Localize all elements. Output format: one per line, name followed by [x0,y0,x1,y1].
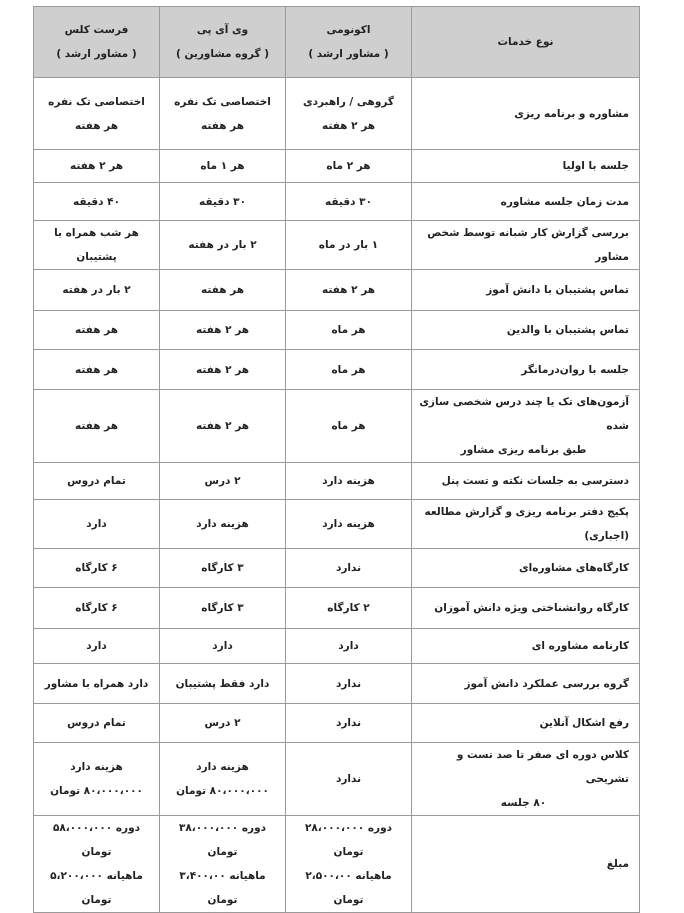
cell-first-class [34,150,160,183]
cell-first-class [34,743,160,816]
service-label-line: کارگاه روانشناختی ویژه دانش آموزان [434,602,629,614]
cell-value: ۶ کارگاه [75,562,118,574]
cell-economy [286,350,412,390]
cell-value: ۱ بار در ماه [318,239,379,251]
table-row [34,704,640,743]
header-plan-economy [286,7,412,78]
service-label [412,221,640,270]
cell-value: هر ۲ ماه [326,160,371,172]
service-label [412,350,640,390]
service-label-line: جلسه با اولیا [562,160,629,172]
service-label-line: گروه بررسی عملکرد دانش آموز [464,677,629,690]
plan-subtitle: ( گروه مشاورین ) [175,48,270,60]
cell-value: هر هفته [75,324,118,336]
table-row [34,270,640,311]
cell-value: دوره ۳۸،۰۰۰،۰۰۰ تومان [178,822,267,858]
cell-value: هزینه دارد [322,518,375,530]
cell-first-class [34,629,160,664]
cell-value: دارد همراه با مشاور [44,677,149,690]
table-row [34,183,640,221]
cell-value: ندارد [335,773,362,785]
cell-value: هر ماه [331,363,366,376]
cell-first-class [34,270,160,311]
cell-value: هر ۱ ماه [200,160,245,172]
cell-value: ماهیانه ۲،۵۰۰،۰۰ تومان [305,870,392,906]
cell-economy [286,500,412,549]
cell-value: هر ۲ هفته [195,363,250,376]
cell-value: ۲ بار در هفته [188,239,257,251]
cell-first-class [34,704,160,743]
service-label [412,549,640,588]
cell-vip [160,500,286,549]
cell-first-class [34,390,160,463]
header-plan-vip [160,7,286,78]
cell-value: هزینه دارد [196,518,249,530]
cell-vip [160,78,286,150]
cell-vip [160,743,286,816]
table-row [34,221,640,270]
cell-value: دارد [338,640,359,652]
service-label [412,311,640,350]
service-label [412,463,640,500]
cell-value: هر ۲ هفته [195,420,250,432]
plan-name: فرست کلس [64,24,129,36]
cell-economy [286,270,412,311]
service-label [412,183,640,221]
cell-vip [160,350,286,390]
cell-value: تمام دروس [67,475,126,487]
service-label-line: تماس پشتیبان با والدین [506,324,629,336]
cell-value: هر ۲ هفته [321,284,376,296]
cell-value: تمام دروس [67,717,126,729]
table-row [34,743,640,816]
service-label [412,270,640,311]
cell-value: ۲ بار در هفته [62,284,131,296]
cell-value: ماهیانه ۳،۴۰۰،۰۰ تومان [179,870,266,906]
service-label [412,500,640,549]
table-row [34,588,640,629]
cell-value: دوره ۲۸،۰۰۰،۰۰۰ تومان [304,822,393,858]
cell-value: ۲ درس [204,717,241,729]
plan-subtitle: ( مشاور ارشد ) [56,48,137,60]
cell-value: دارد [212,640,233,652]
cell-value: هر هفته [75,420,118,432]
cell-value: ۳ کارگاه [201,602,244,614]
cell-first-class [34,816,160,913]
service-label [412,664,640,704]
service-label-line: جلسه با روان‌درمانگر [521,363,629,376]
service-label-line: دسترسی به جلسات نکته و تست پنل [441,475,629,487]
table-body [34,78,640,913]
cell-first-class [34,588,160,629]
cell-value: ۳۰ دقیقه [325,195,372,208]
service-label-line: پکیج دفتر برنامه ریزی و گزارش مطالعه (اجباری) [424,506,629,542]
cell-economy [286,221,412,270]
cell-first-class [34,183,160,221]
cell-value: هر ماه [331,324,366,336]
cell-value: دوره ۵۸،۰۰۰،۰۰۰ تومان [52,822,141,858]
cell-value: هر ماه [331,420,366,432]
cell-economy [286,463,412,500]
cell-vip [160,390,286,463]
cell-economy [286,743,412,816]
cell-value: دارد فقط پشتیبان [175,677,270,690]
cell-vip [160,704,286,743]
cell-value: هر ۲ هفته [69,160,124,172]
cell-first-class [34,221,160,270]
cell-value: هر هفته [75,363,118,376]
service-label-line: مدت زمان جلسه مشاوره [500,195,629,208]
cell-value: ۳۰ دقیقه [199,195,246,208]
cell-economy [286,629,412,664]
service-label-line: آزمون‌های تک یا چند درس شخصی سازی شده [419,396,629,432]
cell-economy [286,588,412,629]
cell-vip [160,588,286,629]
service-label-line: مبلغ [606,858,629,870]
service-label-line: مشاوره و برنامه ریزی [514,107,629,120]
service-label [412,743,640,816]
service-label [412,150,640,183]
cell-value: ۳ کارگاه [201,562,244,574]
cell-vip [160,816,286,913]
service-label [412,588,640,629]
cell-value: هر هفته [201,284,244,296]
cell-value: هر هفته [201,119,244,132]
cell-economy [286,390,412,463]
service-label [412,78,640,150]
header-row [34,7,640,78]
cell-first-class [34,350,160,390]
cell-value: اختصاصی تک نفره [174,95,271,108]
cell-economy [286,549,412,588]
plan-name: وی آی پی [196,24,249,36]
service-label [412,704,640,743]
table-row [34,390,640,463]
service-label-line: طبق برنامه ریزی مشاور [460,444,587,456]
service-label-line: رفع اشکال آنلاین [539,717,629,729]
cell-vip [160,664,286,704]
cell-value: ماهیانه ۵،۲۰۰،۰۰۰ تومان [50,870,143,906]
services-table [33,6,640,913]
table-row [34,150,640,183]
plan-subtitle: ( مشاور ارشد ) [308,48,389,60]
cell-economy [286,704,412,743]
cell-value: دارد [86,518,107,530]
cell-vip [160,549,286,588]
cell-value: ۸۰،۰۰۰،۰۰۰ تومان [176,785,269,797]
cell-vip [160,150,286,183]
cell-value: هزینه دارد [196,761,249,773]
cell-value: هر شب همراه با پشتیبان [54,227,139,263]
cell-value: ندارد [335,562,362,574]
table-row [34,500,640,549]
table-row [34,549,640,588]
service-label-line: کلاس دوره ای صفر تا صد تست و تشریحی [456,749,629,785]
cell-economy [286,664,412,704]
cell-value: دارد [86,640,107,652]
cell-economy [286,311,412,350]
cell-value: ۴۰ دقیقه [73,195,120,208]
service-label-line: کارنامه مشاوره ای [531,640,629,652]
cell-value: ندارد [335,677,362,690]
cell-economy [286,78,412,150]
cell-vip [160,183,286,221]
cell-value: هزینه دارد [70,761,123,773]
service-label-line: ۸۰ جلسه [500,797,547,809]
cell-vip [160,221,286,270]
cell-vip [160,270,286,311]
table-row [34,463,640,500]
service-label-line: تماس پشتیبان با دانش آموز [486,284,629,296]
cell-value: گروهی / راهبردی [303,95,394,108]
service-label-line: کارگاه‌های مشاوره‌ای [519,562,629,574]
cell-value: هر ۲ هفته [321,119,376,132]
table-row [34,629,640,664]
header-service-label: نوع خدمات [497,36,554,48]
cell-value: هر ۲ هفته [195,324,250,336]
plan-name: اکونومی [326,24,371,36]
table-row [34,816,640,913]
service-label [412,629,640,664]
cell-value: ندارد [335,717,362,729]
table-row [34,78,640,150]
cell-first-class [34,463,160,500]
cell-first-class [34,500,160,549]
cell-vip [160,629,286,664]
cell-value: هزینه دارد [322,475,375,487]
cell-economy [286,183,412,221]
table-row [34,664,640,704]
cell-value: ۲ درس [204,475,241,487]
table-row [34,350,640,390]
cell-first-class [34,549,160,588]
cell-vip [160,463,286,500]
service-label [412,390,640,463]
service-label-line: بررسی گزارش کار شبانه توسط شخص مشاور [427,227,629,263]
cell-value: هر هفته [75,119,118,132]
header-service [412,7,640,78]
cell-first-class [34,664,160,704]
cell-value: ۲ کارگاه [327,602,370,614]
cell-first-class [34,311,160,350]
service-label [412,816,640,913]
cell-economy [286,150,412,183]
cell-economy [286,816,412,913]
cell-value: ۶ کارگاه [75,602,118,614]
cell-first-class [34,78,160,150]
cell-value: اختصاصی تک نفره [48,95,145,108]
header-plan-first-class [34,7,160,78]
cell-vip [160,311,286,350]
cell-value: ۸۰،۰۰۰،۰۰۰ تومان [50,785,143,797]
table-row [34,311,640,350]
